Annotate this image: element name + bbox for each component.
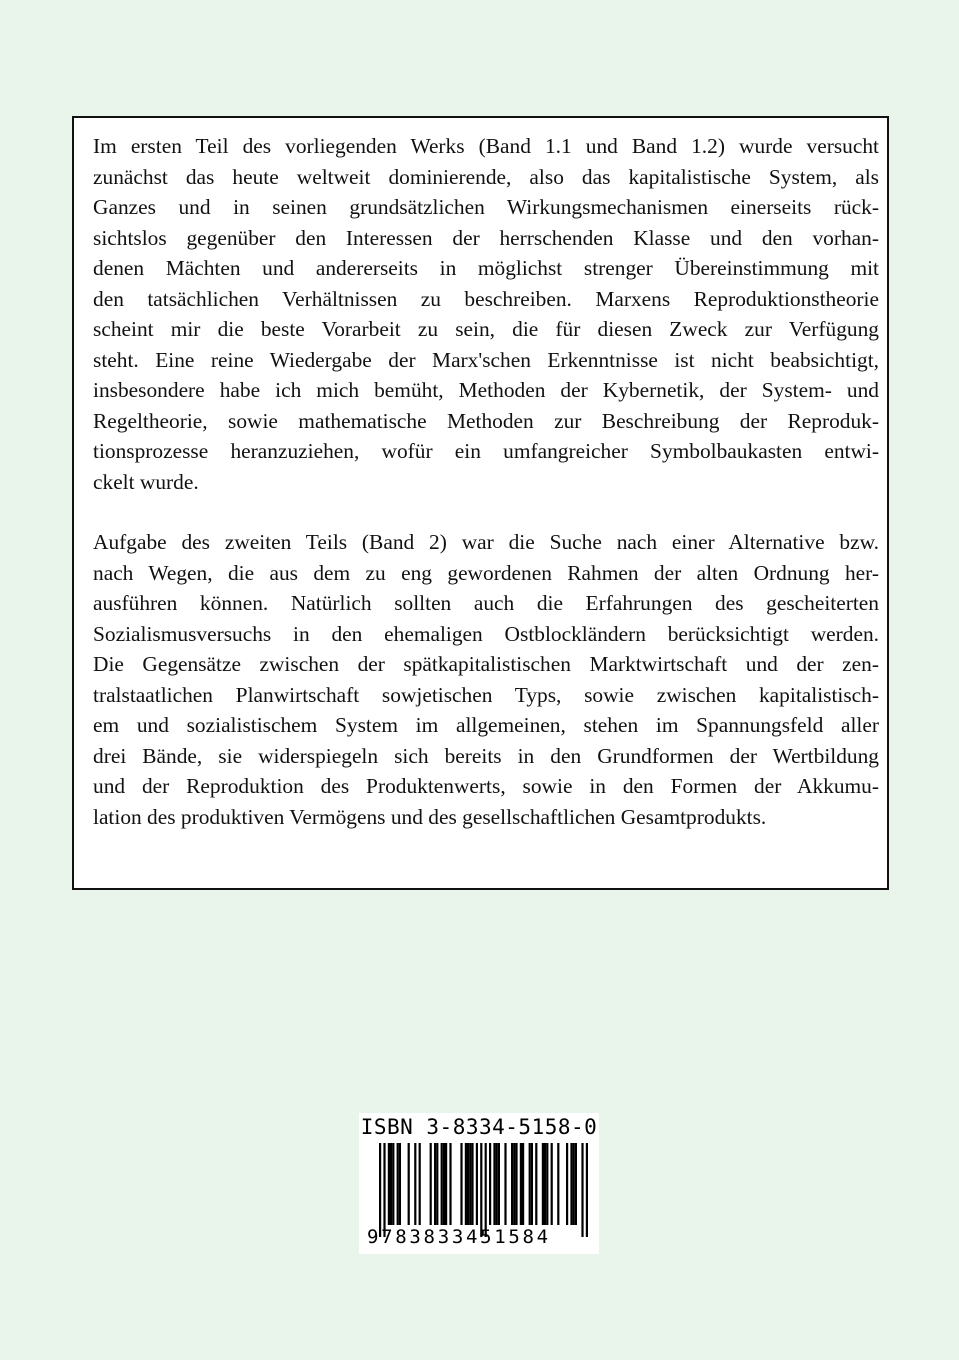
barcode-bar bbox=[520, 1143, 522, 1225]
text-line: em und sozialistischem System im allgemeinen, stehen im Spannungsfeld aller bbox=[93, 713, 879, 737]
text-line: Ganzes und in seinen grundsätzlichen Wirkungsmechanismen einerseits rück- bbox=[93, 195, 879, 219]
text-line: insbesondere habe ich mich bemüht, Methoden der Kybernetik, der System- und bbox=[93, 378, 879, 402]
barcode-bar bbox=[515, 1143, 517, 1225]
barcode-bar bbox=[557, 1143, 559, 1225]
barcode-bar bbox=[493, 1143, 495, 1225]
barcode-bar bbox=[498, 1143, 500, 1225]
text-line: nach Wegen, die aus dem zu eng gewordenen Rahmen der alten Ordnung her- bbox=[93, 560, 879, 585]
barcode-bar bbox=[535, 1143, 537, 1225]
barcode-bar bbox=[513, 1143, 515, 1225]
barcode-bar bbox=[379, 1143, 381, 1237]
barcode-bar bbox=[460, 1143, 462, 1225]
barcode-bar bbox=[485, 1143, 487, 1237]
barcode-bar bbox=[392, 1143, 394, 1225]
isbn-barcode bbox=[359, 1113, 599, 1254]
barcode-bar bbox=[465, 1143, 467, 1225]
text-line: Aufgabe des zweiten Teils (Band 2) war die Suche nach einer Alternative bzw. bbox=[93, 530, 879, 554]
barcode-bar bbox=[414, 1143, 416, 1225]
text-line: scheint mir die beste Vorarbeit zu sein, die für diesen Zweck zur Verfügung bbox=[93, 317, 879, 341]
barcode-bar bbox=[544, 1143, 546, 1225]
ean-digits: 9783833451584 bbox=[367, 1226, 551, 1248]
isbn-label: ISBN 3-8334-5158-0 bbox=[360, 1115, 598, 1139]
barcode-bar bbox=[551, 1143, 553, 1225]
barcode-bar bbox=[573, 1143, 575, 1225]
text-line: ckelt wurde. bbox=[93, 469, 199, 494]
text-line: sichtslos gegenüber den Interessen der herrschenden Klasse und den vorhan- bbox=[93, 225, 879, 250]
text-line: den tatsächlichen Verhältnissen zu beschreiben. Marxens Reproduktionstheorie bbox=[93, 286, 879, 311]
text-line: lation des produktiven Vermögens und des gesellschaftlichen Gesamtprodukts. bbox=[93, 804, 767, 829]
barcode-bar bbox=[467, 1143, 469, 1225]
barcode-bar bbox=[496, 1143, 498, 1225]
paragraph-spacer bbox=[93, 497, 879, 527]
barcode-bar bbox=[408, 1143, 410, 1225]
barcode-bar bbox=[399, 1143, 401, 1225]
blurb-paragraph-2 bbox=[93, 527, 879, 832]
barcode-bar bbox=[469, 1143, 471, 1225]
back-cover-blurb bbox=[72, 116, 889, 890]
text-line: steht. Eine reine Wiedergabe der Marx'schen Erkenntnisse ist nicht beabsichtigt, bbox=[93, 347, 879, 372]
barcode-bar bbox=[449, 1143, 451, 1225]
barcode-bar bbox=[542, 1143, 544, 1225]
barcode-bar bbox=[434, 1143, 436, 1225]
text-line: tralstaatlichen Planwirtschaft sowjetischen Typs, sowie zwischen kapitalistisch- bbox=[93, 682, 879, 707]
barcode-bar bbox=[471, 1143, 473, 1225]
barcode-bar bbox=[390, 1143, 392, 1225]
barcode-bar bbox=[476, 1143, 478, 1225]
barcode-bar bbox=[529, 1143, 531, 1225]
text-line: tionsprozesse heranzuziehen, wofür ein umfangreicher Symbolbaukasten entwi- bbox=[93, 439, 879, 463]
text-line: Regeltheorie, sowie mathematische Methoden zur Beschreibung der Reproduk- bbox=[93, 408, 879, 433]
barcode-bar bbox=[586, 1143, 588, 1237]
text-line: Sozialismusversuchs in den ehemaligen Ostblockländern berücksichtigt werden. bbox=[93, 621, 879, 646]
text-line: und der Reproduktion des Produktenwerts, sowie in den Formen der Akkumu- bbox=[93, 774, 879, 798]
text-line: zunächst das heute weltweit dominierende, also das kapitalistische System, als bbox=[93, 164, 879, 189]
barcode-bar bbox=[383, 1143, 385, 1237]
barcode-bar bbox=[504, 1143, 506, 1225]
barcode-bar bbox=[566, 1143, 568, 1225]
barcode-bar bbox=[575, 1143, 577, 1225]
barcode-bar bbox=[511, 1143, 513, 1225]
barcode-bar bbox=[480, 1143, 482, 1237]
barcode-bar bbox=[546, 1143, 548, 1225]
text-line: Im ersten Teil des vorliegenden Werks (Band 1.1 und Band 1.2) wurde versucht bbox=[93, 134, 879, 158]
barcode-bar bbox=[419, 1143, 421, 1225]
barcode-bar bbox=[441, 1143, 443, 1225]
barcode-bar bbox=[443, 1143, 445, 1225]
barcode-bar bbox=[436, 1143, 438, 1225]
text-line: drei Bände, sie widerspiegeln sich bereits in den Grundformen der Wertbildung bbox=[93, 743, 879, 768]
barcode-bar bbox=[581, 1143, 583, 1237]
barcode-bar bbox=[430, 1143, 432, 1225]
text-line: Die Gegensätze zwischen der spätkapitalistischen Marktwirtschaft und der zen- bbox=[93, 652, 879, 676]
barcode-bar bbox=[522, 1143, 524, 1225]
blurb-paragraph-1 bbox=[93, 131, 879, 497]
barcode-bar bbox=[445, 1143, 447, 1225]
barcode-bar bbox=[489, 1143, 491, 1225]
text-line: denen Mächten und andererseits in möglichst strenger Übereinstimmung mit bbox=[93, 256, 879, 280]
barcode-bar bbox=[570, 1143, 572, 1225]
barcode-bar bbox=[531, 1143, 533, 1225]
barcode-bar bbox=[397, 1143, 399, 1225]
text-line: ausführen können. Natürlich sollten auch die Erfahrungen des gescheiterten bbox=[93, 591, 879, 615]
barcode-bars-graphic bbox=[359, 1143, 599, 1239]
barcode-bar bbox=[388, 1143, 390, 1225]
